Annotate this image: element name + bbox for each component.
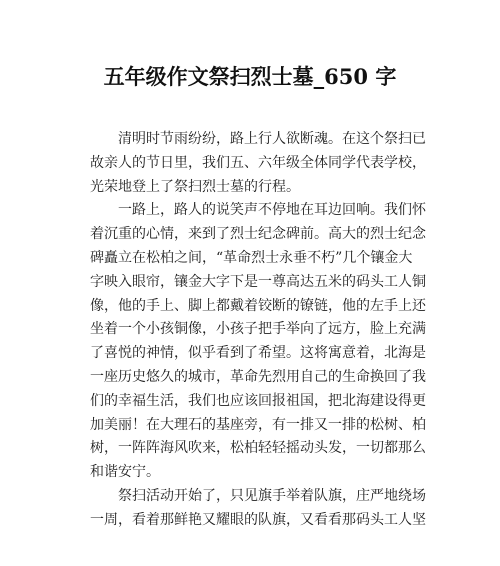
text-line: 像，他的手上、脚上都戴着铰断的镣链，他的左手上还 — [90, 297, 426, 314]
paragraph-2 — [90, 199, 426, 485]
text-line: 清明时节雨纷纷，路上行人欲断魂。在这个祭扫已 — [118, 131, 426, 147]
text-line: 光荣地登上了祭扫烈士墓的行程。 — [90, 178, 300, 195]
text-line: 和谐安宁。 — [90, 464, 160, 481]
paragraph-1 — [90, 128, 426, 199]
document-body — [90, 128, 426, 533]
text-line: 一路上，路人的说笑声不停地在耳边回响。我们怀 — [118, 202, 426, 219]
text-line: 一座历史悠久的城市，革命先烈用自己的生命换回了我 — [90, 368, 426, 385]
text-line: 故亲人的节日里，我们五、六年级全体同学代表学校， — [90, 154, 426, 171]
text-line: 字映入眼帘，镶金大字下是一尊高达五米的码头工人铜 — [90, 273, 426, 290]
text-line: 祭扫活动开始了，只见旗手举着队旗，庄严地绕场 — [118, 487, 426, 504]
text-line: 坐着一个小孩铜像，小孩子把手举向了远方，脸上充满 — [90, 321, 426, 338]
text-line: 加美丽！在大理石的基座旁，有一排又一排的松树、柏 — [90, 416, 426, 433]
text-line: 碑矗立在松柏之间，“革命烈士永垂不朽”几个镶金大 — [90, 249, 413, 266]
text-line: 树，一阵阵海风吹来，松柏轻轻摇动头发，一切都那么 — [90, 440, 426, 457]
text-line: 着沉重的心情，来到了烈士纪念碑前。高大的烈士纪念 — [90, 226, 426, 243]
text-line: 一周，看着那鲜艳又耀眼的队旗，又看看那码头工人坚 — [90, 511, 426, 528]
text-line: 们的幸福生活，我们也应该回报祖国，把北海建设得更 — [90, 392, 426, 409]
text-line: 了喜悦的神情，似乎看到了希望。这将寓意着，北海是 — [90, 345, 426, 362]
paragraph-3 — [90, 485, 426, 533]
document-title: 五年级作文祭扫烈士墓_650 字 — [103, 64, 397, 89]
